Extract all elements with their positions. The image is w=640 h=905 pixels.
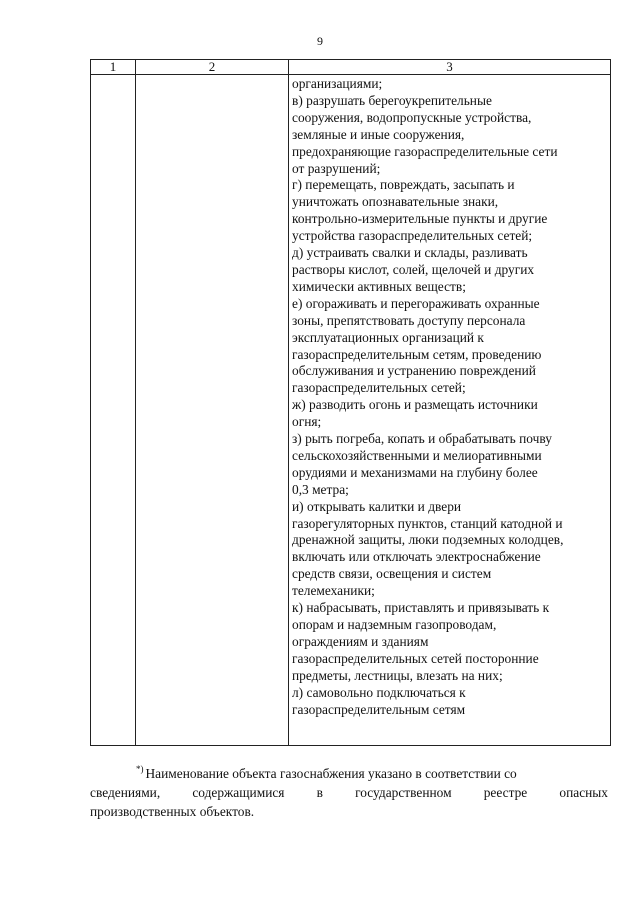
- text-line: ограждениям и зданиям: [292, 633, 429, 649]
- text-line: от разрушений;: [292, 160, 381, 176]
- footnote-line-1: [90, 760, 608, 783]
- text-line: л) самовольно подключаться к: [292, 684, 466, 700]
- footnote-marker: *): [136, 764, 144, 774]
- text-line: з) рыть погреба, копать и обрабатывать почву: [292, 431, 552, 447]
- text-line: зоны, препятствовать доступу персонала: [292, 312, 526, 328]
- text-line: г) перемещать, повреждать, засыпать и: [292, 177, 515, 193]
- text-line: д) устраивать свалки и склады, разливать: [292, 245, 528, 261]
- table-cell-col1: [91, 75, 136, 746]
- page-number: 9: [317, 34, 323, 48]
- text-line: газораспределительных сетей;: [292, 380, 466, 396]
- text-line: к) набрасывать, приставлять и привязывать к: [292, 600, 550, 616]
- text-line: телемеханики;: [292, 583, 375, 599]
- column-header-1: 1: [91, 60, 136, 75]
- text-line: в) разрушать берегоукрепительные: [292, 92, 492, 108]
- text-line: эксплуатационных организаций к: [292, 329, 484, 345]
- table-cell-col2: [136, 75, 289, 746]
- text-line: газораспределительным сетям: [292, 701, 466, 717]
- text-line: огня;: [292, 414, 322, 430]
- text-line: дренажной защиты, люки подземных колодцев,: [292, 532, 564, 548]
- column-header-3: 3: [289, 60, 611, 75]
- text-line: и) открывать калитки и двери: [292, 498, 462, 514]
- text-line: организациями;: [292, 76, 383, 91]
- text-line: е) огораживать и перегораживать охранные: [292, 295, 540, 311]
- footnote-text-1: Наименование объекта газоснабжения указано в соответствии со: [145, 766, 517, 781]
- table-body-row: [91, 75, 611, 746]
- footnote: [90, 760, 608, 821]
- text-line: газораспределительных сетей посторонние: [292, 650, 539, 666]
- text-line: средств связи, освещения и систем: [292, 566, 492, 582]
- text-line: сельскохозяйственными и мелиоративными: [292, 447, 542, 463]
- column-header-2: 2: [136, 60, 289, 75]
- table-header-row: [91, 60, 611, 75]
- text-line: устройства газораспределительных сетей;: [292, 228, 533, 244]
- text-line: газораспределительным сетям, проведению: [292, 346, 542, 362]
- text-line: земляные и иные сооружения,: [292, 126, 465, 142]
- text-line: орудиями и механизмами на глубину более: [292, 464, 538, 480]
- content-table: [90, 59, 611, 746]
- text-line: уничтожать опознавательные знаки,: [292, 194, 499, 210]
- text-line: ж) разводить огонь и размещать источники: [292, 397, 538, 413]
- text-line: газорегуляторных пунктов, станций катодной и: [292, 515, 563, 531]
- text-line: опорам и надземным газопроводам,: [292, 617, 497, 632]
- text-line: химически активных веществ;: [292, 278, 466, 294]
- text-line: сооружения, водопропускные устройства,: [292, 109, 532, 125]
- footnote-line-2: сведениями, содержащимися в государственном реестре опасных: [90, 785, 608, 800]
- table-cell-col3: [289, 75, 611, 746]
- text-line: предметы, лестницы, влезать на них;: [292, 667, 503, 683]
- text-line: контрольно-измерительные пункты и другие: [292, 211, 548, 227]
- text-line: растворы кислот, солей, щелочей и других: [292, 261, 535, 277]
- text-line: 0,3 метра;: [292, 481, 349, 497]
- prohibitions-list: [292, 76, 608, 718]
- text-line: включать или отключать электроснабжение: [292, 549, 541, 565]
- footnote-line-3: производственных объектов.: [90, 804, 255, 819]
- text-line: обслуживания и устранению повреждений: [292, 363, 536, 379]
- text-line: предохраняющие газораспределительные сети: [292, 143, 558, 159]
